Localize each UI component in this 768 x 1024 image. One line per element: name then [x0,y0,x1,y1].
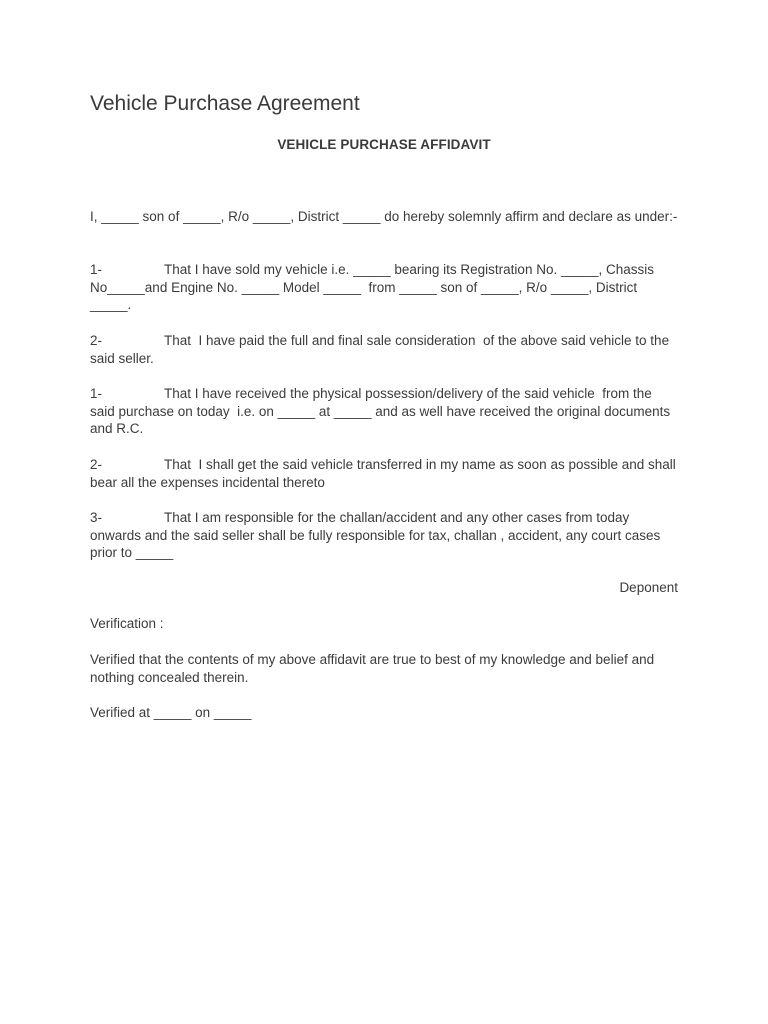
clause-text: That I am responsible for the challan/accident and any other cases from today onwards and the said seller shall be fully responsible for tax, challan , accident, any court cases prior to _____ [90,510,665,560]
clause-number: 1- [90,386,103,401]
verification-text: Verified that the contents of my above affidavit are true to best of my knowledge and belief and nothing concealed therein. [90,652,658,685]
verification-label: Verification : [90,616,164,631]
clause-item [90,385,678,438]
document-title: Vehicle Purchase Agreement [90,92,360,115]
clause-number: 3- [90,510,103,525]
clause-item [90,509,678,562]
clause-text: That I shall get the said vehicle transferred in my name as soon as possible and shall bear all the expenses incidental thereto [90,457,680,490]
clause-item [90,332,678,367]
clause-item [90,456,678,491]
clause-item [90,261,678,314]
clause-text: That I have sold my vehicle i.e. _____ bearing its Registration No. _____, Chassis No_____and Engine No. _____ Model _____ from _____ son of _____, R/o _____, District _____. [90,262,658,312]
clause-text: That I have received the physical possession/delivery of the said vehicle from the said purchase on today i.e. on _____ at _____ and as well have received the original documents and R.C. [90,386,674,436]
clause-number: 1- [90,262,103,277]
clause-text: That I have paid the full and final sale consideration of the above said vehicle to the said seller. [90,333,673,366]
clause-number: 2- [90,457,103,472]
deponent-label: Deponent [619,580,678,595]
affidavit-heading: VEHICLE PURCHASE AFFIDAVIT [277,137,491,152]
verified-at-line: Verified at _____ on _____ [90,705,252,720]
intro-paragraph: I, _____ son of _____, R/o _____, District _____ do hereby solemnly affirm and declare as under:- [90,209,678,224]
clause-number: 2- [90,333,103,348]
